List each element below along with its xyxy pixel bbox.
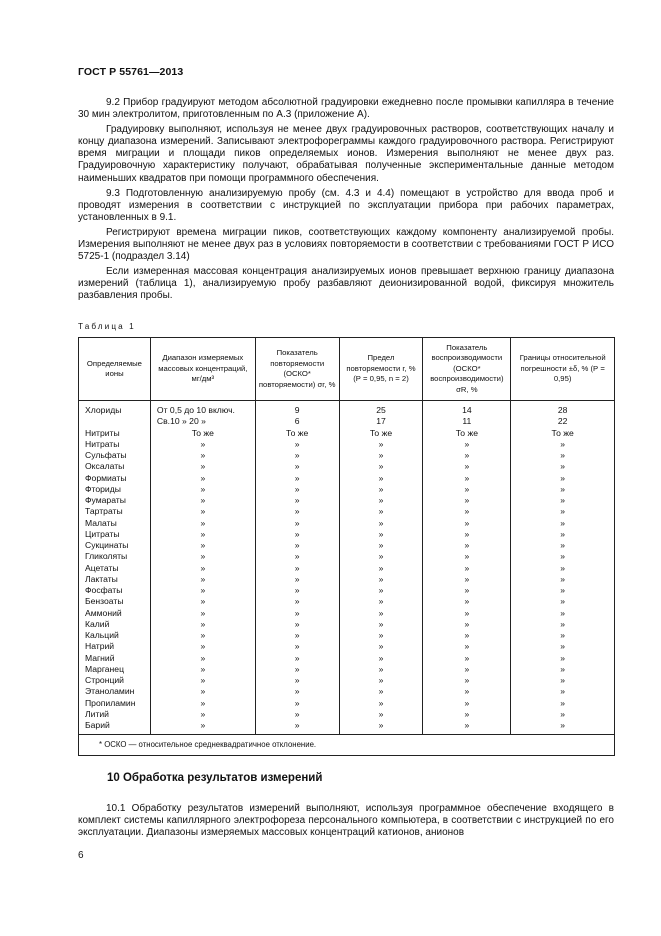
table-cell: »: [511, 664, 615, 675]
table-cell: От 0,5 до 10 включ.: [150, 401, 255, 417]
table-cell: »: [511, 574, 615, 585]
table-cell: »: [339, 574, 423, 585]
paragraph: Регистрируют времена миграции пиков, соответствующих каждому компоненту анализируемой пробы. Измерения выполняют не менее двух раз в условиях повторяемости в соответствии с требованиями ГОСТ Р ИСО 5725-1 (подраздел 3.14): [78, 226, 614, 263]
table-cell: »: [423, 630, 511, 641]
paragraph: 9.3 Подготовленную анализируемую пробу (см. 4.3 и 4.4) помещают в устройство для ввода проб и проводят измерения в соответствии с инструкцией по эксплуатации прибора при рабочих параметрах, установленных в 9.1.: [78, 187, 614, 223]
paragraph: 9.2 Прибор градуируют методом абсолютной градуировки ежедневно после промывки капилляра в течение 30 мин электролитом, приготовленным по А.3 (приложение А).: [78, 97, 614, 121]
table-cell: Бензоаты: [79, 596, 151, 607]
table-cell: »: [339, 664, 423, 675]
table-cell: Магний: [79, 653, 151, 664]
table-cell: »: [423, 720, 511, 735]
table-cell: »: [255, 686, 339, 697]
table-cell: »: [511, 686, 615, 697]
table-cell: »: [511, 461, 615, 472]
table-cell: »: [150, 551, 255, 562]
table-row: [79, 529, 615, 540]
table-cell: »: [423, 574, 511, 585]
table-cell: »: [511, 484, 615, 495]
table-cell: 25: [339, 401, 423, 417]
table-cell: »: [511, 439, 615, 450]
table-cell: »: [511, 585, 615, 596]
paragraph: 10.1 Обработку результатов измерений выполняют, используя программное обеспечение входящего в комплект системы капиллярного электрофореза персонального компьютера, в соответствии с инструкцией по его эксплуатации. Диапазоны измеряемых массовых концентраций катионов, анионов: [78, 803, 614, 839]
table-cell: »: [511, 495, 615, 506]
table-row: [79, 439, 615, 450]
section-body: [78, 803, 614, 842]
table-cell: »: [511, 709, 615, 720]
body-text: [78, 97, 614, 306]
table-row: [79, 608, 615, 619]
table-cell: »: [423, 473, 511, 484]
table-cell: »: [150, 574, 255, 585]
table-cell: »: [255, 439, 339, 450]
table-row: [79, 585, 615, 596]
table-cell: »: [339, 495, 423, 506]
table-cell: »: [255, 585, 339, 596]
header-error-bounds: Границы относительной погрешности ±δ, % (Р = 0,95): [511, 338, 615, 401]
table-row: [79, 563, 615, 574]
table-cell: »: [339, 484, 423, 495]
table-cell: »: [339, 720, 423, 735]
page-number: 6: [78, 850, 84, 861]
table-cell: »: [339, 686, 423, 697]
table-header-row: [79, 338, 615, 401]
table-cell: »: [511, 698, 615, 709]
table-cell: »: [511, 506, 615, 517]
table-cell: То же: [511, 428, 615, 439]
table-cell: »: [255, 518, 339, 529]
table-cell: Сульфаты: [79, 450, 151, 461]
section-title: 10 Обработка результатов измерений: [107, 772, 323, 784]
table-row: [79, 675, 615, 686]
table-cell: Пропиламин: [79, 698, 151, 709]
table-cell: 6: [255, 416, 339, 427]
header-reproducibility: Показатель воспроизводимости (ОСКО* воспроизводимости) σR, %: [423, 338, 511, 401]
table-cell: »: [423, 450, 511, 461]
table-cell: »: [255, 698, 339, 709]
table-row: [79, 506, 615, 517]
table-cell: »: [511, 551, 615, 562]
table-cell: Фосфаты: [79, 585, 151, 596]
table-cell: »: [150, 540, 255, 551]
table-cell: Ацетаты: [79, 563, 151, 574]
table-cell: »: [423, 698, 511, 709]
table-row: [79, 641, 615, 652]
table-cell: »: [339, 619, 423, 630]
table-cell: Барий: [79, 720, 151, 735]
table-cell: »: [339, 709, 423, 720]
table-cell: »: [423, 439, 511, 450]
table-cell: »: [511, 641, 615, 652]
table-cell: »: [511, 720, 615, 735]
table-cell: »: [339, 608, 423, 619]
table-row: [79, 428, 615, 439]
table-cell: 9: [255, 401, 339, 417]
table-cell: »: [150, 675, 255, 686]
table-cell: »: [339, 585, 423, 596]
table-cell: »: [255, 563, 339, 574]
table-cell: »: [255, 608, 339, 619]
table-row: [79, 540, 615, 551]
table-cell: »: [423, 518, 511, 529]
table-cell: »: [255, 495, 339, 506]
table-cell: »: [423, 619, 511, 630]
table-cell: »: [255, 450, 339, 461]
table-cell: »: [255, 619, 339, 630]
table-cell: »: [255, 529, 339, 540]
table-cell: Фумараты: [79, 495, 151, 506]
document-header: ГОСТ Р 55761—2013: [78, 66, 184, 78]
table-cell: »: [150, 608, 255, 619]
table-cell: »: [255, 506, 339, 517]
table-cell: Формиаты: [79, 473, 151, 484]
table-cell: Оксалаты: [79, 461, 151, 472]
table-cell: Лактаты: [79, 574, 151, 585]
table-cell: »: [423, 653, 511, 664]
table-cell: »: [423, 585, 511, 596]
table-cell: »: [423, 551, 511, 562]
table-cell: 11: [423, 416, 511, 427]
table-cell: [79, 416, 151, 427]
table-cell: »: [511, 518, 615, 529]
table-cell: »: [423, 529, 511, 540]
table-cell: »: [339, 563, 423, 574]
table-cell: Кальций: [79, 630, 151, 641]
table-row: [79, 698, 615, 709]
table-cell: »: [150, 461, 255, 472]
table-cell: »: [255, 574, 339, 585]
table-cell: То же: [339, 428, 423, 439]
table-cell: »: [423, 506, 511, 517]
table-row: [79, 551, 615, 562]
table-cell: 14: [423, 401, 511, 417]
table-cell: »: [150, 698, 255, 709]
table-cell: »: [339, 439, 423, 450]
table-cell: То же: [150, 428, 255, 439]
table-cell: 28: [511, 401, 615, 417]
table-cell: Фториды: [79, 484, 151, 495]
table-cell: »: [511, 630, 615, 641]
table-cell: Марганец: [79, 664, 151, 675]
table-cell: »: [423, 709, 511, 720]
table-cell: Нитриты: [79, 428, 151, 439]
table-cell: »: [150, 563, 255, 574]
table-row: [79, 596, 615, 607]
header-repeatability: Показатель повторяемости (ОСКО* повторяемости) σr, %: [255, 338, 339, 401]
table-cell: »: [339, 653, 423, 664]
table-cell: »: [423, 664, 511, 675]
table-cell: Тартраты: [79, 506, 151, 517]
table-cell: »: [255, 484, 339, 495]
table-cell: »: [255, 641, 339, 652]
table-footnote: * ОСКО — относительное среднеквадратичное отклонение.: [79, 735, 615, 756]
table-cell: »: [150, 653, 255, 664]
table-row: [79, 518, 615, 529]
table-cell: »: [423, 641, 511, 652]
table-cell: »: [511, 608, 615, 619]
table-row: [79, 495, 615, 506]
table-cell: »: [339, 551, 423, 562]
table-cell: »: [339, 630, 423, 641]
table-cell: »: [339, 461, 423, 472]
table-cell: »: [150, 709, 255, 720]
table-cell: Сукцинаты: [79, 540, 151, 551]
table-cell: »: [339, 450, 423, 461]
table-cell: »: [423, 596, 511, 607]
table-cell: »: [150, 529, 255, 540]
header-ions: Определяемые ионы: [79, 338, 151, 401]
table-cell: »: [150, 585, 255, 596]
table-cell: »: [150, 450, 255, 461]
paragraph: Градуировку выполняют, используя не менее двух градуировочных растворов, соответствующих началу и концу диапазона измерений. Записывают электрофореграммы каждого градуировочного раствора. Регистрируют время миграции и площади пиков определяемых ионов. Измерения выполняют не менее двух раз. Градуировочную характеристику получают, обрабатывая полученные экспериментальные данные методом наименьших квадратов при помощи программного обеспечения.: [78, 124, 614, 184]
table-cell: »: [150, 630, 255, 641]
table-cell: Гликоляты: [79, 551, 151, 562]
table-cell: »: [150, 484, 255, 495]
table-cell: »: [150, 596, 255, 607]
table-cell: »: [339, 596, 423, 607]
table-cell: »: [150, 720, 255, 735]
table-cell: Калий: [79, 619, 151, 630]
table-cell: Малаты: [79, 518, 151, 529]
table-cell: 17: [339, 416, 423, 427]
table-cell: Цитраты: [79, 529, 151, 540]
table-row: [79, 401, 615, 417]
table-cell: »: [423, 495, 511, 506]
table-cell: »: [150, 686, 255, 697]
table-cell: »: [511, 473, 615, 484]
table-row: [79, 461, 615, 472]
table-cell: »: [511, 596, 615, 607]
table-row: [79, 574, 615, 585]
table-cell: »: [150, 506, 255, 517]
table-cell: То же: [255, 428, 339, 439]
table-cell: »: [255, 653, 339, 664]
table-cell: »: [423, 540, 511, 551]
table-cell: »: [511, 675, 615, 686]
table-cell: »: [423, 563, 511, 574]
table-cell: »: [511, 653, 615, 664]
table-cell: »: [255, 675, 339, 686]
table-cell: »: [423, 484, 511, 495]
table-cell: »: [339, 473, 423, 484]
table-cell: Натрий: [79, 641, 151, 652]
table-cell: »: [339, 529, 423, 540]
table-row: [79, 686, 615, 697]
table-cell: »: [255, 596, 339, 607]
table-row: [79, 484, 615, 495]
table-cell: »: [423, 461, 511, 472]
table-row: [79, 619, 615, 630]
paragraph: Если измеренная массовая концентрация анализируемых ионов превышает верхнюю границу диапазона измерений (таблица 1), анализируемую пробу разбавляют деионизированной водой, фиксируя множитель разбавления пробы.: [78, 266, 614, 302]
table-cell: »: [150, 495, 255, 506]
table-cell: Хлориды: [79, 401, 151, 417]
table-row: [79, 664, 615, 675]
table-cell: »: [150, 664, 255, 675]
table-cell: »: [511, 529, 615, 540]
table-cell: »: [423, 686, 511, 697]
table-cell: »: [255, 551, 339, 562]
table-cell: Литий: [79, 709, 151, 720]
table-cell: Этаноламин: [79, 686, 151, 697]
table-cell: »: [150, 619, 255, 630]
table-row: [79, 630, 615, 641]
table-cell: Стронций: [79, 675, 151, 686]
table-row: [79, 450, 615, 461]
data-table: [78, 337, 615, 756]
table-cell: »: [511, 540, 615, 551]
table-cell: »: [150, 473, 255, 484]
table-cell: »: [150, 439, 255, 450]
table-row: [79, 709, 615, 720]
header-range: Диапазон измеряемых массовых концентраций, мг/дм³: [150, 338, 255, 401]
table-cell: »: [255, 540, 339, 551]
table-cell: Св.10 » 20 »: [150, 416, 255, 427]
table-cell: »: [255, 473, 339, 484]
table-cell: »: [339, 518, 423, 529]
table-cell: То же: [423, 428, 511, 439]
table-row: [79, 473, 615, 484]
table-cell: Нитраты: [79, 439, 151, 450]
table-cell: »: [255, 461, 339, 472]
table-cell: »: [511, 450, 615, 461]
table-cell: »: [511, 619, 615, 630]
table-cell: »: [339, 698, 423, 709]
header-repeatability-limit: Предел повторяемости r, % (Р = 0,95, n = 2): [339, 338, 423, 401]
table-cell: »: [255, 720, 339, 735]
table-cell: 22: [511, 416, 615, 427]
table-row: [79, 653, 615, 664]
table-cell: »: [423, 608, 511, 619]
table-cell: »: [339, 506, 423, 517]
table-cell: »: [511, 563, 615, 574]
table-cell: Аммоний: [79, 608, 151, 619]
table-row: [79, 720, 615, 735]
table-cell: »: [150, 518, 255, 529]
table-cell: »: [255, 709, 339, 720]
table-row: [79, 416, 615, 427]
table-cell: »: [339, 540, 423, 551]
table-cell: »: [255, 664, 339, 675]
table-caption: Таблица 1: [78, 322, 136, 331]
table-cell: »: [339, 641, 423, 652]
table-cell: »: [423, 675, 511, 686]
table-cell: »: [150, 641, 255, 652]
table-cell: »: [255, 630, 339, 641]
table-cell: »: [339, 675, 423, 686]
